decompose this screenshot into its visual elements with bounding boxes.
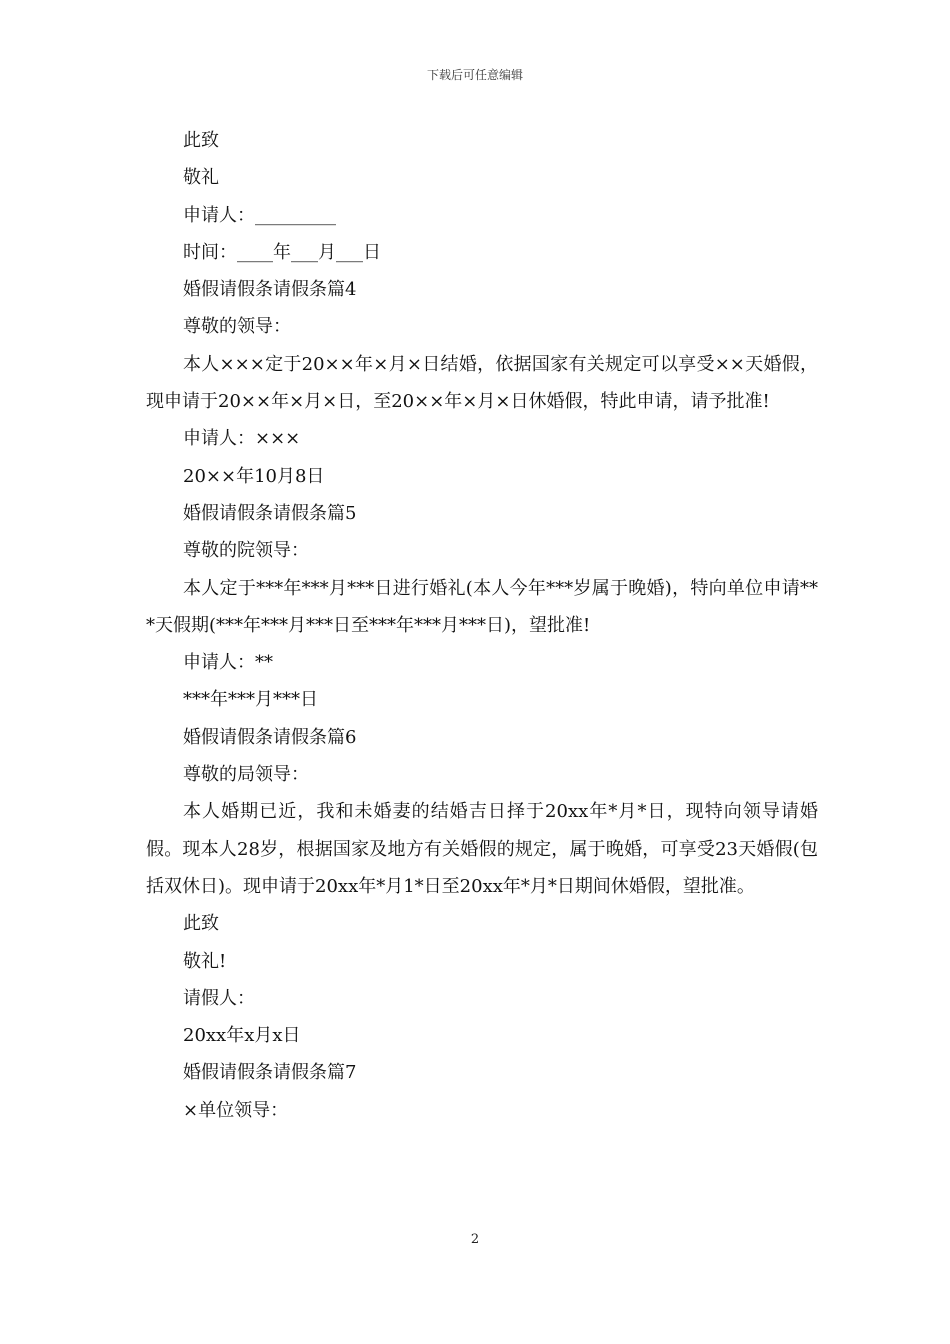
section-title: 婚假请假条请假条篇5	[183, 502, 357, 524]
date-line: 20××年10月8日	[183, 465, 325, 487]
page-header: 下载后可任意编辑	[426, 68, 523, 82]
section-title: 婚假请假条请假条篇6	[183, 726, 357, 748]
date-line: 20xx年x月x日	[183, 1025, 301, 1047]
salutation-line: 敬礼!	[183, 950, 227, 972]
section-title: 婚假请假条请假条篇7	[183, 1062, 357, 1084]
applicant-line: 请假人：	[183, 987, 255, 1009]
section-title: 婚假请假条请假条篇4	[183, 279, 357, 301]
greeting-line: 尊敬的局领导：	[183, 764, 309, 786]
greeting-line: 尊敬的领导：	[183, 316, 291, 338]
page-number: 2	[470, 1232, 480, 1247]
salutation-line: 敬礼	[183, 167, 219, 189]
applicant-line: 申请人：**	[183, 652, 273, 674]
applicant-line: 申请人：×××	[183, 428, 301, 450]
closing-line: 此致	[183, 913, 219, 935]
body-paragraph: 本人定于***年***月***日进行婚礼(本人今年***岁属于晚婚)，特向单位申请***天假期(***年***月***日至***年***月***日)，望批准!	[146, 577, 818, 636]
applicant-line: 申请人：_________	[183, 204, 336, 226]
document-body	[146, 122, 818, 1129]
body-paragraph: 本人婚期已近，我和未婚妻的结婚吉日择于20xx年*月*日，现特向领导请婚假。现本人28岁，根据国家及地方有关婚假的规定，属于晚婚，可享受23天婚假(包括双休日)。现申请于20xx年*月1*日至20xx年*月*日期间休婚假，望批准。	[146, 801, 818, 897]
closing-line: 此致	[183, 130, 219, 151]
date-line: ***年***月***日	[183, 689, 318, 711]
date-line: 时间：____年___月___日	[183, 241, 381, 263]
greeting-line: 尊敬的院领导：	[183, 540, 309, 562]
body-paragraph: 本人×××定于20××年×月×日结婚，依据国家有关规定可以享受××天婚假，现申请于20××年×月×日，至20××年×月×日休婚假，特此申请，请予批准!	[146, 353, 818, 413]
greeting-line: ×单位领导：	[183, 1099, 289, 1121]
